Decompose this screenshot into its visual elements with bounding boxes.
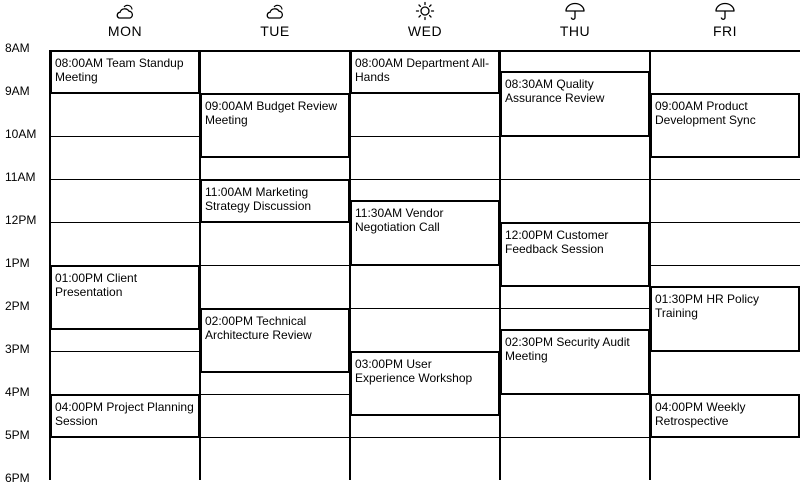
day-label-tue: TUE	[260, 23, 290, 39]
sun-icon	[350, 1, 500, 21]
hour-label: 8AM	[5, 41, 30, 55]
day-label-mon: MON	[107, 23, 143, 39]
calendar-event[interactable]: 08:30AM Quality Assurance Review	[500, 71, 650, 137]
calendar-event[interactable]: 01:30PM HR Policy Training	[650, 286, 800, 352]
calendar-event[interactable]: 03:00PM User Experience Workshop	[350, 351, 500, 416]
calendar-event[interactable]: 09:00AM Budget Review Meeting	[200, 93, 350, 158]
hour-label: 3PM	[5, 342, 30, 356]
umbrella-icon	[650, 1, 800, 21]
partly-cloudy-icon	[50, 1, 200, 21]
hour-label: 2PM	[5, 299, 30, 313]
calendar-event[interactable]: 11:00AM Marketing Strategy Discussion	[200, 179, 350, 223]
day-header-wed	[350, 0, 500, 48]
day-header-fri	[650, 0, 800, 48]
day-label-wed: WED	[407, 23, 443, 39]
calendar-grid	[50, 50, 800, 480]
hour-label: 1PM	[5, 256, 30, 270]
day-label-fri: FRI	[712, 23, 738, 39]
calendar-event[interactable]: 11:30AM Vendor Negotiation Call	[350, 200, 500, 266]
day-header-row	[0, 0, 800, 50]
hour-label: 6PM	[5, 471, 30, 485]
calendar-event[interactable]: 09:00AM Product Development Sync	[650, 93, 800, 158]
calendar-event[interactable]: 01:00PM Client Presentation	[50, 265, 200, 330]
hour-label: 5PM	[5, 428, 30, 442]
hour-label: 12PM	[5, 213, 37, 227]
calendar-event[interactable]: 04:00PM Weekly Retrospective	[650, 394, 800, 438]
day-header-thu	[500, 0, 650, 48]
calendar-event[interactable]: 08:00AM Department All-Hands	[350, 50, 500, 94]
day-header-mon	[50, 0, 200, 48]
partly-cloudy-icon	[200, 1, 350, 21]
hour-label: 11AM	[5, 170, 36, 184]
hour-gridline	[50, 179, 800, 180]
hour-label: 9AM	[5, 84, 30, 98]
day-label-thu: THU	[559, 23, 591, 39]
day-header-tue	[200, 0, 350, 48]
calendar-event[interactable]: 02:30PM Security Audit Meeting	[500, 329, 650, 395]
umbrella-icon	[500, 1, 650, 21]
calendar-event[interactable]: 08:00AM Team Standup Meeting	[50, 50, 200, 94]
calendar-event[interactable]: 12:00PM Customer Feedback Session	[500, 222, 650, 287]
calendar-event[interactable]: 02:00PM Technical Architecture Review	[200, 308, 350, 373]
calendar-event[interactable]: 04:00PM Project Planning Session	[50, 394, 200, 438]
hour-label: 4PM	[5, 385, 30, 399]
hour-label: 10AM	[5, 127, 37, 141]
